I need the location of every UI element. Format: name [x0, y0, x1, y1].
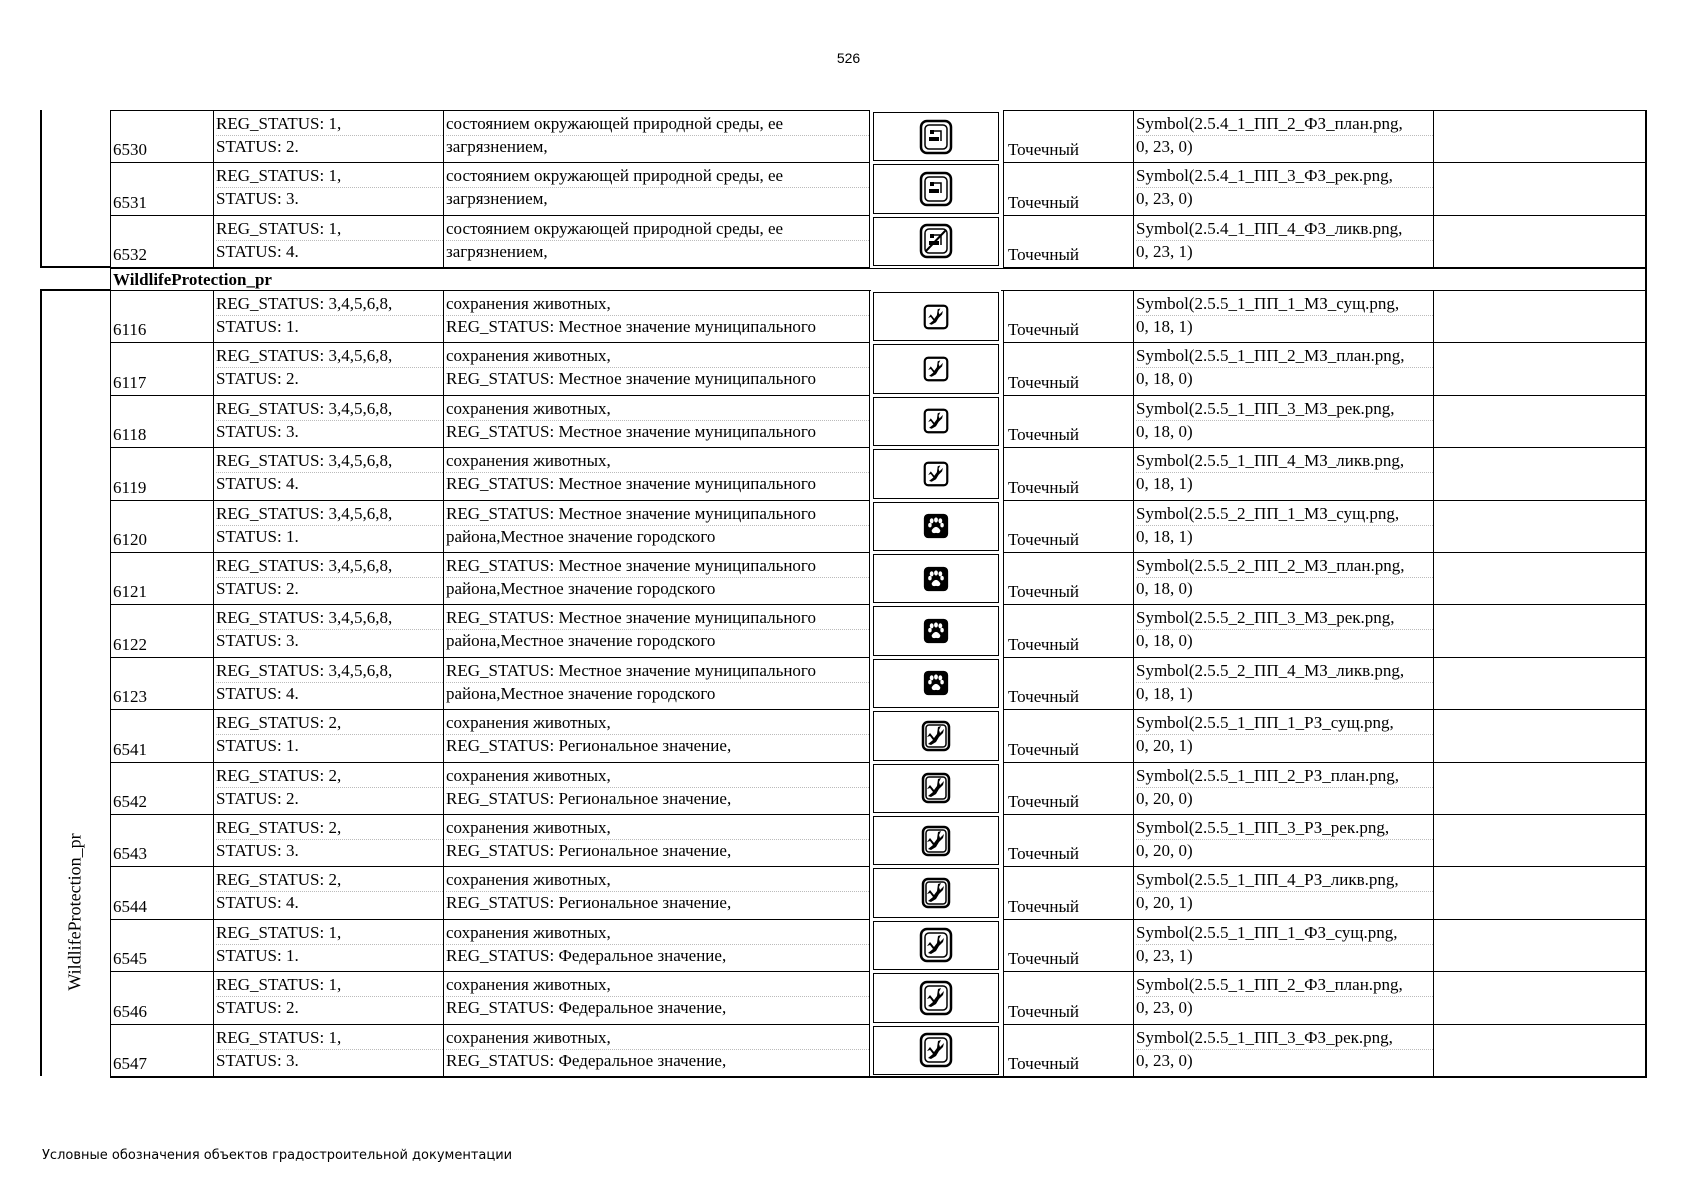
symbol-string-line-2: 0, 18, 1): [1136, 525, 1433, 548]
paw-icon: [923, 670, 949, 696]
symbol-string-line-1: Symbol(2.5.5_2_ПП_2_МЗ_план.png,: [1136, 556, 1405, 575]
status-cell: [213, 552, 444, 605]
symbol-string-line-1: Symbol(2.5.5_1_ПП_1_ФЗ_сущ.png,: [1136, 922, 1398, 942]
status-cell: [213, 500, 444, 553]
symbol-string-line-2: 0, 20, 0): [1136, 839, 1433, 862]
symbol-string-line-2: 0, 23, 1): [1136, 944, 1433, 967]
status-cell: [213, 866, 444, 919]
status-text: STATUS: 1.: [216, 734, 443, 757]
empty-cell: [1433, 552, 1646, 605]
status-text: STATUS: 2.: [216, 996, 443, 1019]
description-cell: [443, 657, 870, 710]
status-text: STATUS: 3.: [216, 629, 443, 652]
status-text: STATUS: 4.: [216, 682, 443, 705]
reg-status-text: REG_STATUS: 3,4,5,6,8,: [216, 608, 393, 628]
symbol-image-cell: [871, 290, 1001, 343]
object-code-cell: 6531: [110, 162, 214, 215]
symbol-image-cell: [871, 919, 1001, 972]
symbol-image-cell: [871, 971, 1001, 1024]
symbol-string-cell: [1133, 971, 1434, 1024]
symbol-image-cell: [871, 762, 1001, 815]
symbol-image-cell: [871, 500, 1001, 553]
symbol-string-line-1: Symbol(2.5.4_1_ПП_4_ФЗ_ликв.png,: [1136, 218, 1403, 238]
description-line-2: района,Местное значение городского: [446, 577, 869, 600]
footer-caption: Условные обозначения объектов градостроительной документации: [42, 1148, 513, 1163]
status-text: STATUS: 3.: [216, 839, 443, 862]
reg-status-text: REG_STATUS: 1,: [216, 114, 342, 133]
symbol-string-line-1: Symbol(2.5.5_1_ПП_2_РЗ_план.png,: [1136, 765, 1400, 785]
symbol-image-cell: [871, 604, 1001, 657]
description-line-1: сохранения животных,: [446, 818, 611, 837]
symbol-string-line-1: Symbol(2.5.4_1_ПП_3_ФЗ_рек.png,: [1136, 166, 1393, 186]
symbol-image-cell: [871, 657, 1001, 710]
geometry-type-cell: Точечный: [1003, 604, 1134, 657]
symbol-string-cell: [1133, 215, 1434, 268]
object-code-cell: 6544: [110, 866, 214, 919]
description-cell: [443, 290, 870, 343]
reg-status-text: REG_STATUS: 1,: [216, 1027, 342, 1047]
empty-cell: [1433, 866, 1646, 919]
reg-status-text: REG_STATUS: 3,4,5,6,8,: [216, 451, 393, 471]
description-line-1: сохранения животных,: [446, 975, 611, 995]
bird-icon: [923, 408, 949, 434]
description-line-2: REG_STATUS: Федеральное значение,: [446, 1049, 869, 1072]
status-cell: [213, 447, 444, 500]
bird-regional-icon: [921, 772, 951, 804]
symbol-string-line-1: Symbol(2.5.5_1_ПП_2_ФЗ_план.png,: [1136, 975, 1403, 995]
geometry-type-cell: Точечный: [1003, 866, 1134, 919]
bird-federal-icon: [919, 1032, 953, 1068]
status-text: STATUS: 1.: [216, 944, 443, 967]
symbol-string-line-2: 0, 23, 0): [1136, 187, 1433, 210]
symbol-string-cell: [1133, 395, 1434, 448]
empty-cell: [1433, 215, 1646, 268]
status-cell: [213, 342, 444, 395]
geometry-type-cell: Точечный: [1003, 290, 1134, 343]
symbol-string-line-1: Symbol(2.5.5_1_ПП_4_РЗ_ликв.png,: [1136, 870, 1399, 890]
reg-status-text: REG_STATUS: 2,: [216, 713, 342, 733]
symbol-string-line-2: 0, 20, 1): [1136, 891, 1433, 914]
symbol-string-line-2: 0, 23, 1): [1136, 240, 1433, 263]
merged-column-border-top: [40, 110, 42, 267]
description-line-2: REG_STATUS: Местное значение муниципального: [446, 420, 869, 443]
status-cell: [213, 290, 444, 343]
symbol-string-line-1: Symbol(2.5.5_1_ПП_3_МЗ_рек.png,: [1136, 398, 1395, 418]
object-code-cell: 6541: [110, 709, 214, 762]
description-line-1: сохранения животных,: [446, 1027, 611, 1047]
description-cell: [443, 762, 870, 815]
symbol-string-line-1: Symbol(2.5.4_1_ПП_2_ФЗ_план.png,: [1136, 114, 1403, 133]
symbol-image-cell: [871, 1024, 1001, 1077]
description-line-2: REG_STATUS: Федеральное значение,: [446, 996, 869, 1019]
status-cell: [213, 762, 444, 815]
object-code-cell: 6530: [110, 110, 214, 163]
symbol-image-cell: [871, 866, 1001, 919]
description-cell: [443, 500, 870, 553]
geometry-type-cell: Точечный: [1003, 552, 1134, 605]
description-cell: [443, 971, 870, 1024]
status-text: STATUS: 3.: [216, 187, 443, 210]
symbol-string-cell: [1133, 762, 1434, 815]
bird-federal-icon: [919, 980, 953, 1016]
status-cell: [213, 1024, 444, 1077]
description-cell: [443, 110, 870, 163]
symbol-string-line-2: 0, 23, 0): [1136, 996, 1433, 1019]
description-line-1: сохранения животных,: [446, 765, 611, 785]
empty-cell: [1433, 762, 1646, 815]
description-line-1: состоянием окружающей природной среды, ее: [446, 114, 784, 133]
vertical-group-label: WildlifeProtection_pr: [64, 833, 85, 991]
object-code-cell: 6121: [110, 552, 214, 605]
empty-cell: [1433, 290, 1646, 343]
symbol-string-line-2: 0, 18, 1): [1136, 682, 1433, 705]
status-text: STATUS: 3.: [216, 1049, 443, 1072]
reg-status-text: REG_STATUS: 3,4,5,6,8,: [216, 503, 393, 523]
description-line-1: сохранения животных,: [446, 451, 611, 471]
empty-cell: [1433, 110, 1646, 163]
status-cell: [213, 395, 444, 448]
geometry-type-cell: Точечный: [1003, 500, 1134, 553]
description-line-2: REG_STATUS: Местное значение муниципального: [446, 367, 869, 390]
symbol-string-line-2: 0, 18, 0): [1136, 367, 1433, 390]
object-code-cell: 6120: [110, 500, 214, 553]
object-code-cell: 6116: [110, 290, 214, 343]
symbol-string-cell: [1133, 814, 1434, 867]
reg-status-text: REG_STATUS: 3,4,5,6,8,: [216, 346, 393, 366]
status-text: STATUS: 1.: [216, 525, 443, 548]
symbol-string-cell: [1133, 709, 1434, 762]
page-number: 526: [836, 50, 861, 66]
status-text: STATUS: 4.: [216, 891, 443, 914]
empty-cell: [1433, 709, 1646, 762]
geometry-type-cell: Точечный: [1003, 762, 1134, 815]
description-line-2: загрязнением,: [446, 135, 869, 158]
reg-status-text: REG_STATUS: 3,4,5,6,8,: [216, 556, 393, 575]
geometry-type-cell: Точечный: [1003, 215, 1134, 268]
description-cell: [443, 866, 870, 919]
symbol-string-cell: [1133, 162, 1434, 215]
symbol-string-cell: [1133, 110, 1434, 163]
symbol-string-cell: [1133, 1024, 1434, 1077]
reg-status-text: REG_STATUS: 1,: [216, 975, 342, 995]
empty-cell: [1433, 447, 1646, 500]
description-cell: [443, 709, 870, 762]
description-line-1: REG_STATUS: Местное значение муниципального: [446, 503, 816, 523]
geometry-type-cell: Точечный: [1003, 447, 1134, 500]
object-code-cell: 6123: [110, 657, 214, 710]
description-line-1: сохранения животных,: [446, 294, 611, 313]
reg-status-text: REG_STATUS: 3,4,5,6,8,: [216, 398, 393, 418]
empty-cell: [1433, 1024, 1646, 1077]
empty-cell: [1433, 814, 1646, 867]
symbol-image-cell: [871, 342, 1001, 395]
geometry-type-cell: Точечный: [1003, 162, 1134, 215]
description-cell: [443, 814, 870, 867]
object-code-cell: 6122: [110, 604, 214, 657]
status-text: STATUS: 1.: [216, 315, 443, 338]
reg-status-text: REG_STATUS: 1,: [216, 922, 342, 942]
reg-status-text: REG_STATUS: 2,: [216, 765, 342, 785]
symbol-string-line-1: Symbol(2.5.5_1_ПП_1_РЗ_сущ.png,: [1136, 713, 1394, 733]
status-cell: [213, 971, 444, 1024]
empty-cell: [1433, 162, 1646, 215]
geometry-type-cell: Точечный: [1003, 657, 1134, 710]
bird-icon: [923, 356, 949, 382]
bird-regional-icon: [921, 720, 951, 752]
symbol-image-cell: [871, 552, 1001, 605]
geometry-type-cell: Точечный: [1003, 709, 1134, 762]
symbol-image-cell: [871, 709, 1001, 762]
symbol-image-cell: [871, 395, 1001, 448]
geometry-type-cell: Точечный: [1003, 395, 1134, 448]
symbol-string-cell: [1133, 552, 1434, 605]
description-line-1: сохранения животных,: [446, 922, 611, 942]
symbol-string-line-1: Symbol(2.5.5_1_ПП_4_МЗ_ликв.png,: [1136, 451, 1405, 471]
status-text: STATUS: 3.: [216, 420, 443, 443]
object-code-cell: 6532: [110, 215, 214, 268]
status-text: STATUS: 2.: [216, 135, 443, 158]
description-line-1: сохранения животных,: [446, 346, 611, 366]
description-line-2: REG_STATUS: Региональное значение,: [446, 787, 869, 810]
merged-column-bottom-border: [40, 266, 110, 268]
description-cell: [443, 215, 870, 268]
description-line-1: состоянием окружающей природной среды, ее: [446, 218, 784, 238]
description-cell: [443, 395, 870, 448]
status-cell: [213, 110, 444, 163]
object-code-cell: 6542: [110, 762, 214, 815]
status-text: STATUS: 2.: [216, 577, 443, 600]
geometry-type-cell: Точечный: [1003, 342, 1134, 395]
symbol-string-cell: [1133, 604, 1434, 657]
description-line-1: REG_STATUS: Местное значение муниципального: [446, 608, 816, 628]
empty-cell: [1433, 971, 1646, 1024]
symbol-string-line-1: Symbol(2.5.5_1_ПП_2_МЗ_план.png,: [1136, 346, 1405, 366]
regulation-building-plan-icon: [919, 119, 953, 155]
description-line-2: REG_STATUS: Местное значение муниципального: [446, 315, 869, 338]
paw-icon: [923, 513, 949, 539]
symbol-image-cell: [871, 110, 1001, 163]
description-line-1: сохранения животных,: [446, 713, 611, 733]
status-cell: [213, 919, 444, 972]
description-cell: [443, 919, 870, 972]
description-line-2: REG_STATUS: Региональное значение,: [446, 734, 869, 757]
symbol-string-line-1: Symbol(2.5.5_1_ПП_3_РЗ_рек.png,: [1136, 818, 1390, 837]
symbol-string-cell: [1133, 866, 1434, 919]
geometry-type-cell: Точечный: [1003, 919, 1134, 972]
object-code-cell: 6547: [110, 1024, 214, 1077]
symbol-string-line-1: Symbol(2.5.5_2_ПП_3_МЗ_рек.png,: [1136, 608, 1395, 628]
object-code-cell: 6117: [110, 342, 214, 395]
geometry-type-cell: Точечный: [1003, 1024, 1134, 1077]
symbol-string-cell: [1133, 500, 1434, 553]
status-text: STATUS: 2.: [216, 367, 443, 390]
status-cell: [213, 604, 444, 657]
status-text: STATUS: 4.: [216, 472, 443, 495]
description-line-1: REG_STATUS: Местное значение муниципального: [446, 660, 816, 680]
symbol-image-cell: [871, 162, 1001, 215]
regulation-building-liquidation-icon: [919, 223, 953, 259]
symbol-string-cell: [1133, 342, 1434, 395]
symbol-string-cell: [1133, 657, 1434, 710]
description-cell: [443, 447, 870, 500]
reg-status-text: REG_STATUS: 1,: [216, 218, 342, 238]
symbol-string-line-1: Symbol(2.5.5_1_ПП_1_МЗ_сущ.png,: [1136, 294, 1400, 313]
description-cell: [443, 552, 870, 605]
object-code-cell: 6118: [110, 395, 214, 448]
geometry-type-cell: Точечный: [1003, 814, 1134, 867]
description-line-2: района,Местное значение городского: [446, 525, 869, 548]
symbol-string-line-2: 0, 18, 0): [1136, 577, 1433, 600]
status-text: STATUS: 4.: [216, 240, 443, 263]
symbol-string-line-2: 0, 18, 0): [1136, 629, 1433, 652]
empty-cell: [1433, 604, 1646, 657]
symbol-string-cell: [1133, 290, 1434, 343]
reg-status-text: REG_STATUS: 2,: [216, 870, 342, 890]
description-line-1: состоянием окружающей природной среды, ее: [446, 166, 784, 186]
table-bottom-border: [110, 1076, 1646, 1078]
bird-icon: [923, 461, 949, 487]
symbol-string-line-1: Symbol(2.5.5_2_ПП_4_МЗ_ликв.png,: [1136, 660, 1405, 680]
description-cell: [443, 604, 870, 657]
empty-cell: [1433, 395, 1646, 448]
reg-status-text: REG_STATUS: 3,4,5,6,8,: [216, 660, 393, 680]
object-code-cell: 6546: [110, 971, 214, 1024]
reg-status-text: REG_STATUS: 3,4,5,6,8,: [216, 294, 393, 313]
empty-cell: [1433, 657, 1646, 710]
symbol-string-line-2: 0, 18, 0): [1136, 420, 1433, 443]
description-line-1: сохранения животных,: [446, 398, 611, 418]
paw-icon: [923, 618, 949, 644]
description-line-2: REG_STATUS: Федеральное значение,: [446, 944, 869, 967]
status-cell: [213, 657, 444, 710]
geometry-type-cell: Точечный: [1003, 971, 1134, 1024]
symbol-image-cell: [871, 814, 1001, 867]
regulation-building-reconstruction-icon: [919, 171, 953, 207]
empty-cell: [1433, 342, 1646, 395]
empty-cell: [1433, 919, 1646, 972]
description-line-2: REG_STATUS: Местное значение муниципального: [446, 472, 869, 495]
symbol-string-line-2: 0, 23, 0): [1136, 135, 1433, 158]
description-line-1: сохранения животных,: [446, 870, 611, 890]
symbol-string-line-1: Symbol(2.5.5_1_ПП_3_ФЗ_рек.png,: [1136, 1027, 1393, 1047]
description-line-2: района,Местное значение городского: [446, 629, 869, 652]
symbol-image-cell: [871, 215, 1001, 268]
description-line-2: района,Местное значение городского: [446, 682, 869, 705]
symbol-string-line-2: 0, 20, 1): [1136, 734, 1433, 757]
description-line-2: REG_STATUS: Региональное значение,: [446, 891, 869, 914]
geometry-type-cell: Точечный: [1003, 110, 1134, 163]
object-code-cell: 6119: [110, 447, 214, 500]
description-cell: [443, 162, 870, 215]
status-text: STATUS: 2.: [216, 787, 443, 810]
reg-status-text: REG_STATUS: 2,: [216, 818, 342, 837]
paw-icon: [923, 566, 949, 592]
description-line-1: REG_STATUS: Местное значение муниципального: [446, 556, 816, 575]
description-line-2: загрязнением,: [446, 240, 869, 263]
bird-regional-icon: [921, 825, 951, 857]
description-cell: [443, 1024, 870, 1077]
description-line-2: REG_STATUS: Региональное значение,: [446, 839, 869, 862]
symbol-string-line-2: 0, 18, 1): [1136, 315, 1433, 338]
object-code-cell: 6543: [110, 814, 214, 867]
merged-column-border-main: [40, 290, 42, 1076]
bird-federal-icon: [919, 927, 953, 963]
bird-regional-icon: [921, 877, 951, 909]
bird-icon: [923, 304, 949, 330]
group-header-row: WildlifeProtection_pr: [110, 268, 1646, 291]
symbol-string-line-2: 0, 20, 0): [1136, 787, 1433, 810]
symbol-image-cell: [871, 447, 1001, 500]
status-cell: [213, 215, 444, 268]
table-right-border: [1645, 110, 1647, 1078]
description-line-2: загрязнением,: [446, 187, 869, 210]
symbol-string-cell: [1133, 447, 1434, 500]
object-code-cell: 6545: [110, 919, 214, 972]
description-cell: [443, 342, 870, 395]
status-cell: [213, 162, 444, 215]
status-cell: [213, 709, 444, 762]
empty-cell: [1433, 500, 1646, 553]
reg-status-text: REG_STATUS: 1,: [216, 166, 342, 186]
symbol-string-line-2: 0, 23, 0): [1136, 1049, 1433, 1072]
symbol-string-cell: [1133, 919, 1434, 972]
status-cell: [213, 814, 444, 867]
symbol-string-line-2: 0, 18, 1): [1136, 472, 1433, 495]
symbol-string-line-1: Symbol(2.5.5_2_ПП_1_МЗ_сущ.png,: [1136, 503, 1400, 523]
merged-column-top-border: [40, 289, 110, 291]
